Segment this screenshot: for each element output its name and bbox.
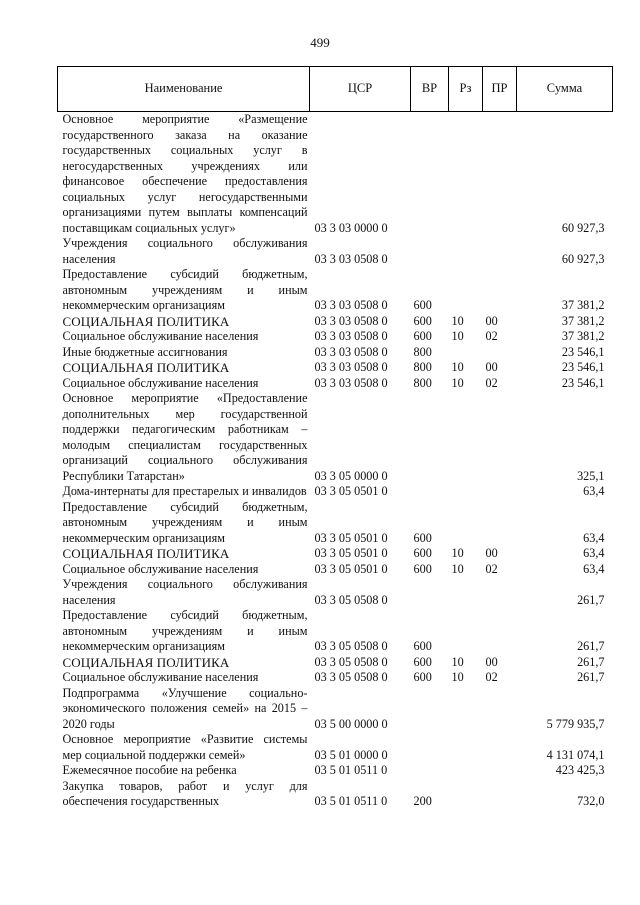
cell-name: Учреждения социального обслуживания населения bbox=[62, 236, 308, 266]
cell-csr: 03 3 05 0508 0 bbox=[314, 639, 388, 653]
table-row bbox=[58, 345, 613, 361]
cell-pr: 02 bbox=[485, 375, 498, 390]
cell-name: Основное мероприятие «Предоставление дополнительных мер государственной поддержки педагогическим работникам – молодым специалистам государственных организаций социального обслуживания Республики Татарстан» bbox=[62, 391, 308, 483]
cell-vr bbox=[411, 391, 449, 484]
header-csr: ЦСР bbox=[310, 67, 411, 112]
header-sum: Сумма bbox=[517, 67, 613, 112]
cell-name: Закупка товаров, работ и услуг для обеспечения государственных bbox=[62, 778, 308, 808]
cell-pr bbox=[483, 391, 517, 484]
table-row bbox=[58, 112, 613, 237]
cell-pr bbox=[483, 686, 517, 733]
cell-rz: 10 bbox=[451, 670, 464, 684]
cell-sum: 63,4 bbox=[583, 484, 605, 498]
cell-pr bbox=[483, 763, 517, 779]
table-body bbox=[58, 112, 613, 810]
cell-name: Социальное обслуживание населения bbox=[62, 375, 259, 390]
cell-vr: 800 bbox=[413, 375, 432, 390]
cell-csr: 03 3 03 0508 0 bbox=[314, 360, 388, 374]
table-row bbox=[58, 577, 613, 608]
table-header bbox=[58, 67, 613, 112]
cell-vr bbox=[411, 577, 449, 608]
cell-sum: 37 381,2 bbox=[561, 329, 605, 343]
cell-rz: 10 bbox=[451, 329, 464, 343]
cell-vr: 800 bbox=[413, 360, 432, 374]
cell-sum: 37 381,2 bbox=[561, 313, 605, 328]
table-row bbox=[58, 500, 613, 547]
cell-sum: 60 927,3 bbox=[561, 251, 605, 266]
table-row bbox=[58, 562, 613, 578]
cell-csr: 03 3 05 0508 0 bbox=[314, 654, 388, 669]
cell-csr: 03 3 05 0000 0 bbox=[314, 468, 388, 483]
header-vr: ВР bbox=[411, 67, 449, 112]
cell-rz: 10 bbox=[451, 546, 464, 560]
cell-rz: 10 bbox=[451, 654, 464, 669]
cell-pr bbox=[483, 484, 517, 500]
cell-pr: 00 bbox=[485, 654, 498, 669]
table-row bbox=[58, 655, 613, 671]
cell-sum: 63,4 bbox=[583, 546, 605, 560]
header-pr: ПР bbox=[483, 67, 517, 112]
table-row bbox=[58, 484, 613, 500]
table-row bbox=[58, 546, 613, 562]
cell-pr bbox=[483, 577, 517, 608]
cell-pr: 02 bbox=[485, 329, 498, 343]
cell-csr: 03 3 03 0000 0 bbox=[314, 220, 388, 235]
cell-rz bbox=[449, 236, 483, 267]
cell-rz: 10 bbox=[451, 375, 464, 390]
cell-name: Ежемесячное пособие на ребенка bbox=[62, 763, 237, 777]
cell-name: Социальное обслуживание населения bbox=[62, 670, 259, 684]
table-row bbox=[58, 686, 613, 733]
cell-vr: 600 bbox=[413, 561, 432, 576]
cell-rz bbox=[449, 484, 483, 500]
cell-name: Предоставление субсидий бюджетным, автономным учреждениям и иным некоммерческим организациям bbox=[62, 499, 308, 545]
cell-csr: 03 3 05 0501 0 bbox=[314, 546, 388, 560]
page-number: 499 bbox=[310, 35, 330, 50]
cell-rz bbox=[449, 267, 483, 314]
cell-name: СОЦИАЛЬНАЯ ПОЛИТИКА bbox=[62, 313, 230, 329]
cell-sum: 60 927,3 bbox=[561, 220, 605, 235]
cell-rz: 10 bbox=[451, 360, 464, 374]
cell-name: СОЦИАЛЬНАЯ ПОЛИТИКА bbox=[62, 546, 230, 561]
cell-csr: 03 3 05 0508 0 bbox=[314, 670, 388, 684]
cell-csr: 03 5 00 0000 0 bbox=[314, 716, 388, 731]
cell-csr: 03 3 05 0501 0 bbox=[314, 561, 388, 576]
cell-name: Дома-интернаты для престарелых и инвалидов bbox=[62, 484, 307, 498]
cell-sum: 261,7 bbox=[577, 592, 605, 607]
cell-rz bbox=[449, 345, 483, 361]
cell-sum: 261,7 bbox=[577, 654, 605, 669]
cell-rz bbox=[449, 763, 483, 779]
header-name: Наименование bbox=[58, 67, 310, 112]
table-row bbox=[58, 329, 613, 345]
cell-csr: 03 5 01 0511 0 bbox=[314, 763, 388, 777]
cell-name: СОЦИАЛЬНАЯ ПОЛИТИКА bbox=[62, 360, 230, 375]
cell-vr: 600 bbox=[413, 670, 432, 684]
cell-csr: 03 3 05 0501 0 bbox=[314, 484, 388, 498]
cell-vr bbox=[411, 236, 449, 267]
cell-vr: 600 bbox=[413, 298, 432, 312]
cell-csr: 03 3 03 0508 0 bbox=[314, 344, 388, 359]
cell-csr: 03 3 05 0501 0 bbox=[314, 530, 388, 545]
cell-name: Основное мероприятие «Размещение государственного заказа на оказание государственных социальных услуг в негосударственных учреждениях или финансовое обеспечение предоставления социальных услуг негосударственными организациями путем выплаты компенсаций поставщикам социальных услуг» bbox=[62, 112, 308, 235]
cell-sum: 4 131 074,1 bbox=[546, 747, 605, 762]
table-row bbox=[58, 732, 613, 763]
cell-csr: 03 3 03 0508 0 bbox=[314, 329, 388, 343]
cell-name: Социальное обслуживание населения bbox=[62, 329, 259, 343]
cell-rz bbox=[449, 608, 483, 655]
cell-rz bbox=[449, 577, 483, 608]
cell-csr: 03 5 01 0511 0 bbox=[314, 794, 388, 808]
cell-sum: 23 546,1 bbox=[561, 360, 605, 374]
cell-rz bbox=[449, 732, 483, 763]
cell-name: Социальное обслуживание населения bbox=[62, 561, 259, 576]
cell-pr bbox=[483, 608, 517, 655]
cell-sum: 5 779 935,7 bbox=[546, 716, 605, 731]
cell-sum: 63,4 bbox=[583, 561, 605, 576]
cell-name: Подпрограмма «Улучшение социально-экономического положения семей» на 2015 – 2020 годы bbox=[62, 685, 308, 731]
cell-name: СОЦИАЛЬНАЯ ПОЛИТИКА bbox=[62, 654, 230, 670]
cell-rz: 10 bbox=[451, 313, 464, 328]
cell-sum: 37 381,2 bbox=[561, 298, 605, 312]
cell-name: Учреждения социального обслуживания населения bbox=[62, 577, 308, 607]
cell-rz bbox=[449, 500, 483, 547]
cell-rz bbox=[449, 391, 483, 484]
cell-pr bbox=[483, 345, 517, 361]
cell-vr: 600 bbox=[413, 530, 432, 545]
cell-csr: 03 3 03 0508 0 bbox=[314, 313, 388, 328]
table-row bbox=[58, 391, 613, 484]
cell-rz bbox=[449, 112, 483, 237]
cell-rz bbox=[449, 779, 483, 810]
table-row bbox=[58, 314, 613, 330]
cell-vr: 600 bbox=[413, 639, 432, 653]
cell-sum: 261,7 bbox=[577, 670, 605, 684]
cell-vr: 800 bbox=[413, 344, 432, 359]
cell-vr bbox=[411, 732, 449, 763]
cell-pr: 00 bbox=[485, 313, 498, 328]
cell-vr: 600 bbox=[413, 654, 432, 669]
cell-sum: 23 546,1 bbox=[561, 344, 605, 359]
table-row bbox=[58, 376, 613, 392]
cell-pr bbox=[483, 500, 517, 547]
table-row bbox=[58, 608, 613, 655]
cell-sum: 325,1 bbox=[577, 468, 605, 483]
cell-pr: 00 bbox=[485, 360, 498, 374]
cell-vr bbox=[411, 763, 449, 779]
table-row bbox=[58, 236, 613, 267]
table-row bbox=[58, 779, 613, 810]
budget-table bbox=[57, 66, 613, 810]
cell-pr: 02 bbox=[485, 670, 498, 684]
table-row bbox=[58, 670, 613, 686]
cell-csr: 03 3 03 0508 0 bbox=[314, 375, 388, 390]
cell-vr: 200 bbox=[413, 794, 432, 808]
cell-sum: 423 425,3 bbox=[555, 763, 605, 777]
cell-csr: 03 3 03 0508 0 bbox=[314, 298, 388, 312]
cell-pr bbox=[483, 779, 517, 810]
cell-vr bbox=[411, 686, 449, 733]
cell-sum: 23 546,1 bbox=[561, 375, 605, 390]
cell-rz bbox=[449, 686, 483, 733]
header-row bbox=[58, 67, 613, 112]
cell-name: Основное мероприятие «Развитие системы мер социальной поддержки семей» bbox=[62, 732, 308, 762]
cell-csr: 03 5 01 0000 0 bbox=[314, 747, 388, 762]
cell-vr bbox=[411, 484, 449, 500]
cell-name: Предоставление субсидий бюджетным, автономным учреждениям и иным некоммерческим организациям bbox=[62, 267, 308, 312]
cell-sum: 63,4 bbox=[583, 530, 605, 545]
cell-vr: 600 bbox=[413, 546, 432, 560]
cell-csr: 03 3 03 0508 0 bbox=[314, 251, 388, 266]
cell-pr bbox=[483, 236, 517, 267]
table-row bbox=[58, 267, 613, 314]
cell-pr bbox=[483, 112, 517, 237]
cell-pr bbox=[483, 732, 517, 763]
cell-sum: 261,7 bbox=[577, 639, 605, 653]
table-row bbox=[58, 763, 613, 779]
cell-name: Предоставление субсидий бюджетным, автономным учреждениям и иным некоммерческим организациям bbox=[62, 608, 308, 653]
cell-pr: 00 bbox=[485, 546, 498, 560]
cell-rz: 10 bbox=[451, 561, 464, 576]
cell-name: Иные бюджетные ассигнования bbox=[62, 344, 228, 359]
cell-vr: 600 bbox=[413, 313, 432, 328]
cell-sum: 732,0 bbox=[577, 794, 605, 808]
cell-pr bbox=[483, 267, 517, 314]
table-row bbox=[58, 360, 613, 376]
cell-vr: 600 bbox=[413, 329, 432, 343]
cell-pr: 02 bbox=[485, 561, 498, 576]
cell-csr: 03 3 05 0508 0 bbox=[314, 592, 388, 607]
cell-vr bbox=[411, 112, 449, 237]
header-rz: Рз bbox=[449, 67, 483, 112]
